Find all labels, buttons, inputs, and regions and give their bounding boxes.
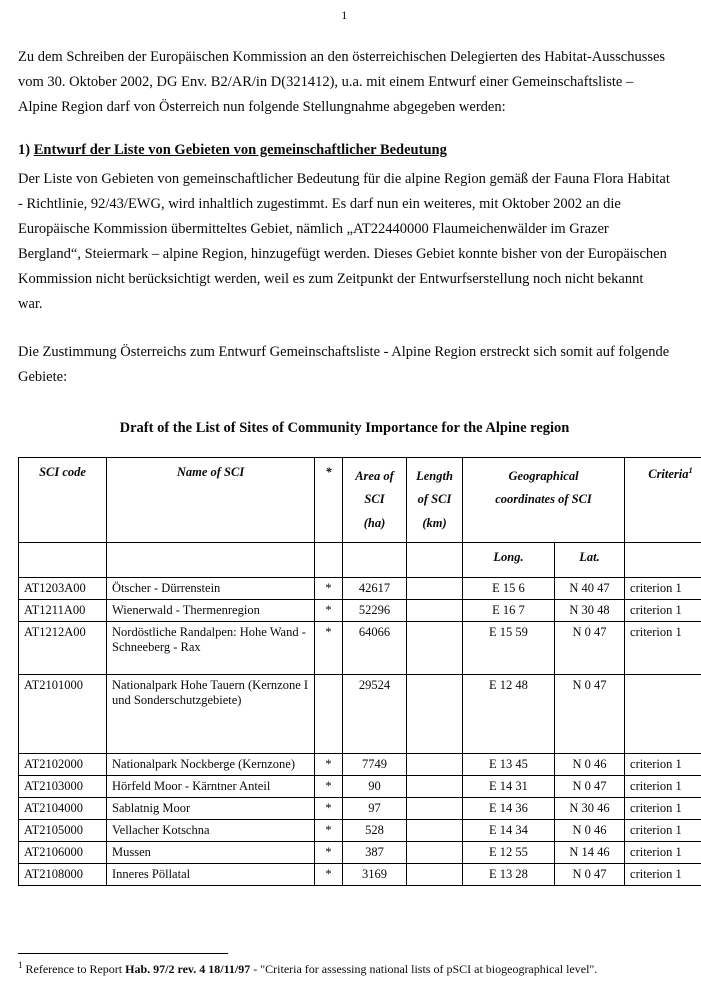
cell-sci-code: AT2105000 [19, 819, 107, 841]
header-sci-code: SCI code [19, 458, 107, 542]
cell-criteria: criterion 1 [625, 819, 701, 841]
header-criteria [625, 458, 701, 542]
header-area-line1: Area of [355, 469, 394, 484]
cell-longitude: E 12 48 [463, 674, 555, 753]
header-geo-line1: Geographical [508, 469, 579, 484]
subheader-blank-criteria [625, 542, 701, 577]
cell-length [407, 621, 463, 674]
cell-area: 90 [343, 775, 407, 797]
cell-sci-name: Nordöstliche Randalpen: Hohe Wand - Schneeberg - Rax [107, 621, 315, 674]
header-geographical-coordinates [463, 458, 625, 542]
cell-length [407, 674, 463, 753]
cell-length [407, 753, 463, 775]
footnote-divider [18, 953, 228, 954]
cell-priority-star: * [315, 599, 343, 621]
header-length-line3: (km) [422, 515, 447, 530]
table-row [19, 797, 701, 819]
cell-sci-name: Hörfeld Moor - Kärntner Anteil [107, 775, 315, 797]
cell-criteria [625, 674, 701, 753]
table-row [19, 599, 701, 621]
cell-criteria: criterion 1 [625, 797, 701, 819]
cell-longitude: E 14 31 [463, 775, 555, 797]
cell-longitude: E 13 45 [463, 753, 555, 775]
cell-length [407, 841, 463, 863]
cell-longitude: E 14 34 [463, 819, 555, 841]
cell-longitude: E 14 36 [463, 797, 555, 819]
cell-latitude: N 0 47 [555, 621, 625, 674]
cell-sci-code: AT2102000 [19, 753, 107, 775]
cell-longitude: E 15 59 [463, 621, 555, 674]
subheader-blank-length [407, 542, 463, 577]
cell-sci-name: Vellacher Kotschna [107, 819, 315, 841]
cell-sci-name: Mussen [107, 841, 315, 863]
table-subheader-row [19, 542, 701, 577]
cell-area: 387 [343, 841, 407, 863]
cell-area: 97 [343, 797, 407, 819]
table-title: Draft of the List of Sites of Community Importance for the Alpine region [119, 420, 570, 437]
table-row [19, 863, 701, 885]
table-row [19, 674, 701, 753]
section-number: 1) [18, 141, 31, 158]
header-area-line3: (ha) [363, 515, 386, 530]
cell-sci-name: Nationalpark Hohe Tauern (Kernzone I und Sonderschutzgebiete) [107, 674, 315, 753]
cell-sci-name: Sablatnig Moor [107, 797, 315, 819]
section-title: Entwurf der Liste von Gebieten von gemeinschaftlicher Bedeutung [33, 141, 447, 158]
cell-sci-code: AT1203A00 [19, 577, 107, 599]
header-area-line2: SCI [364, 492, 385, 507]
cell-sci-name: Wienerwald - Thermenregion [107, 599, 315, 621]
cell-sci-code: AT2108000 [19, 863, 107, 885]
cell-sci-code: AT2104000 [19, 797, 107, 819]
header-criteria-label: Criteria [648, 467, 689, 482]
cell-priority-star: * [315, 841, 343, 863]
footnote-text-pre: Reference to Report [22, 961, 126, 976]
cell-sci-name: Nationalpark Nockberge (Kernzone) [107, 753, 315, 775]
header-sci-name: Name of SCI [107, 458, 315, 542]
cell-priority-star: * [315, 577, 343, 599]
cell-length [407, 797, 463, 819]
cell-sci-code: AT2103000 [19, 775, 107, 797]
cell-length [407, 819, 463, 841]
header-area [343, 458, 407, 542]
footnote-report-reference: Hab. 97/2 rev. 4 18/11/97 [125, 961, 251, 976]
subheader-blank-code [19, 542, 107, 577]
footnote [18, 953, 671, 979]
cell-sci-code: AT2106000 [19, 841, 107, 863]
cell-longitude: E 13 28 [463, 863, 555, 885]
page-number: 1 [341, 8, 348, 22]
table-row [19, 753, 701, 775]
header-length [407, 458, 463, 542]
cell-criteria: criterion 1 [625, 577, 701, 599]
cell-latitude: N 0 46 [555, 819, 625, 841]
cell-sci-name: Ötscher - Dürrenstein [107, 577, 315, 599]
cell-latitude: N 0 46 [555, 753, 625, 775]
cell-criteria: criterion 1 [625, 753, 701, 775]
subheader-blank-star [315, 542, 343, 577]
footnote-text-post: - "Criteria for assessing national lists of pSCI at biogeographical level". [250, 961, 598, 976]
table-row [19, 841, 701, 863]
cell-criteria: criterion 1 [625, 775, 701, 797]
cell-priority-star: * [315, 863, 343, 885]
body-paragraph-1: Der Liste von Gebieten von gemeinschaftlicher Bedeutung für die alpine Region gemäß der Fauna Flora Habitat - Richtlinie, 92/43/EWG, wird inhaltlich zugestimmt. Es darf nun ein weiteres, mit Oktober 2002 an die Europäische Kommission übermitteltes Gebiet, nämlich „AT22440000 Flaumeichenwälder im Grazer Bergland“, Steiermark – alpine Region, hinzugefügt werden. Dieses Gebiet konnte bisher von der Europäischen Kommission nicht berücksichtigt werden, weil es zum Zeitpunkt der Entwurfserstellung noch nicht bekannt war. [18, 170, 670, 312]
footnote-text [18, 958, 671, 979]
cell-area: 528 [343, 819, 407, 841]
cell-area: 3169 [343, 863, 407, 885]
cell-area: 64066 [343, 621, 407, 674]
cell-priority-star: * [315, 621, 343, 674]
table-row [19, 577, 701, 599]
cell-latitude: N 40 47 [555, 577, 625, 599]
cell-longitude: E 15 6 [463, 577, 555, 599]
cell-area: 42617 [343, 577, 407, 599]
cell-area: 29524 [343, 674, 407, 753]
cell-priority-star [315, 674, 343, 753]
cell-area: 7749 [343, 753, 407, 775]
cell-criteria: criterion 1 [625, 863, 701, 885]
cell-latitude: N 0 47 [555, 863, 625, 885]
cell-sci-code: AT2101000 [19, 674, 107, 753]
header-criteria-footnote-marker: 1 [688, 465, 693, 476]
cell-priority-star: * [315, 819, 343, 841]
table-header-row [19, 458, 701, 542]
cell-longitude: E 12 55 [463, 841, 555, 863]
footnote-marker: 1 [18, 959, 23, 970]
sci-table [18, 457, 701, 885]
subheader-longitude: Long. [463, 542, 555, 577]
header-priority-star: * [315, 458, 343, 542]
cell-sci-code: AT1211A00 [19, 599, 107, 621]
cell-area: 52296 [343, 599, 407, 621]
cell-latitude: N 0 47 [555, 674, 625, 753]
cell-latitude: N 30 46 [555, 797, 625, 819]
subheader-blank-name [107, 542, 315, 577]
table-row [19, 775, 701, 797]
intro-paragraph: Zu dem Schreiben der Europäischen Kommission an den österreichischen Delegierten des Habitat-Ausschusses vom 30. Oktober 2002, DG Env. B2/AR/in D(321412), u.a. mit einem Entwurf einer Gemeinschaftsliste – Alpine Region darf von Österreich nun folgende Stellungnahme abgegeben werden: [18, 49, 666, 115]
cell-sci-code: AT1212A00 [19, 621, 107, 674]
cell-criteria: criterion 1 [625, 621, 701, 674]
cell-criteria: criterion 1 [625, 841, 701, 863]
cell-length [407, 577, 463, 599]
subheader-latitude: Lat. [555, 542, 625, 577]
cell-sci-name: Inneres Pöllatal [107, 863, 315, 885]
header-length-line2: of SCI [417, 492, 452, 507]
table-row [19, 621, 701, 674]
cell-latitude: N 14 46 [555, 841, 625, 863]
cell-criteria: criterion 1 [625, 599, 701, 621]
paragraph-spacer [18, 330, 671, 340]
cell-latitude: N 0 47 [555, 775, 625, 797]
cell-priority-star: * [315, 753, 343, 775]
subheader-blank-area [343, 542, 407, 577]
body-paragraph-2: Die Zustimmung Österreichs zum Entwurf Gemeinschaftsliste - Alpine Region erstreckt sich somit auf folgende Gebiete: [18, 344, 670, 386]
cell-priority-star: * [315, 797, 343, 819]
cell-length [407, 775, 463, 797]
table-row [19, 819, 701, 841]
cell-longitude: E 16 7 [463, 599, 555, 621]
cell-priority-star: * [315, 775, 343, 797]
cell-length [407, 863, 463, 885]
cell-length [407, 599, 463, 621]
header-geo-line2: coordinates of SCI [495, 492, 592, 507]
header-length-line1: Length [416, 469, 453, 484]
cell-latitude: N 30 48 [555, 599, 625, 621]
section-heading [18, 142, 671, 159]
